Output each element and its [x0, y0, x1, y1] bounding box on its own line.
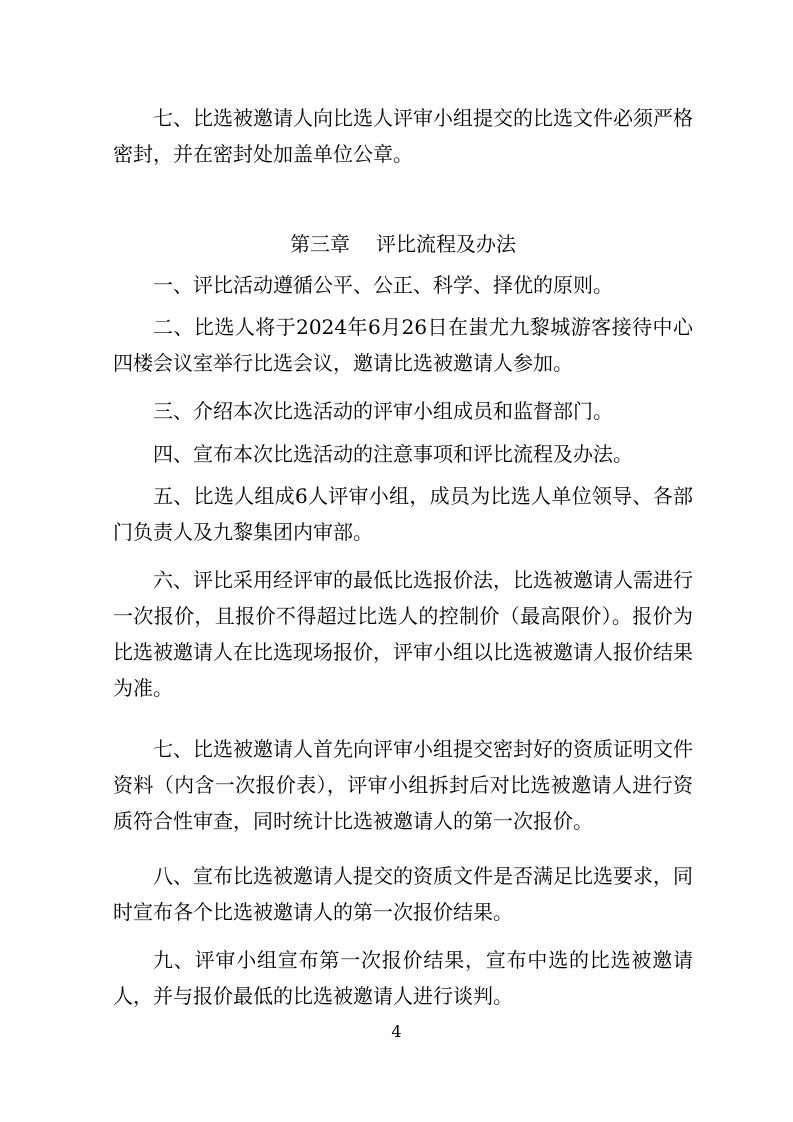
chapter-heading: [113, 226, 693, 262]
paragraph-result: 九、评审小组宣布第一次报价结果，宣布中选的比选被邀请人，并与报价最低的比选被邀请人进行谈判。: [113, 948, 693, 1008]
paragraph-panel: 五、比选人组成6人评审小组，成员为比选人单位领导、各部门负责人及九黎集团内审部。: [113, 484, 693, 544]
paragraph-submission: 七、比选被邀请人首先向评审小组提交密封好的资质证明文件资料（内含一次报价表），评审小组拆封后对比选被邀请人进行资质符合性审查，同时统计比选被邀请人的第一次报价。: [113, 737, 693, 833]
paragraph-meeting: 二、比选人将于2024年6月26日在蚩尤九黎城游客接待中心四楼会议室举行比选会议，邀请比选被邀请人参加。: [113, 315, 693, 375]
chapter-title: 评比流程及办法: [376, 232, 516, 256]
chapter-number: 第三章: [290, 232, 350, 256]
paragraph-method: 六、评比采用经评审的最低比选报价法，比选被邀请人需进行一次报价，且报价不得超过比选人的控制价（最高限价）。报价为比选被邀请人在比选现场报价，评审小组以比选被邀请人报价结果为准。: [113, 568, 693, 700]
paragraph-principle: 一、评比活动遵循公平、公正、科学、择优的原则。: [153, 273, 613, 297]
paragraph-seal-requirement: 七、比选被邀请人向比选人评审小组提交的比选文件必须严格密封，并在密封处加盖单位公章。: [113, 106, 693, 166]
paragraph-qualification: 八、宣布比选被邀请人提交的资质文件是否满足比选要求，同时宣布各个比选被邀请人的第一次报价结果。: [113, 864, 693, 924]
paragraph-introduce: 三、介绍本次比选活动的评审小组成员和监督部门。: [153, 399, 613, 423]
paragraph-announce: 四、宣布本次比选活动的注意事项和评比流程及办法。: [153, 442, 633, 466]
page-number: 4: [391, 1022, 402, 1041]
